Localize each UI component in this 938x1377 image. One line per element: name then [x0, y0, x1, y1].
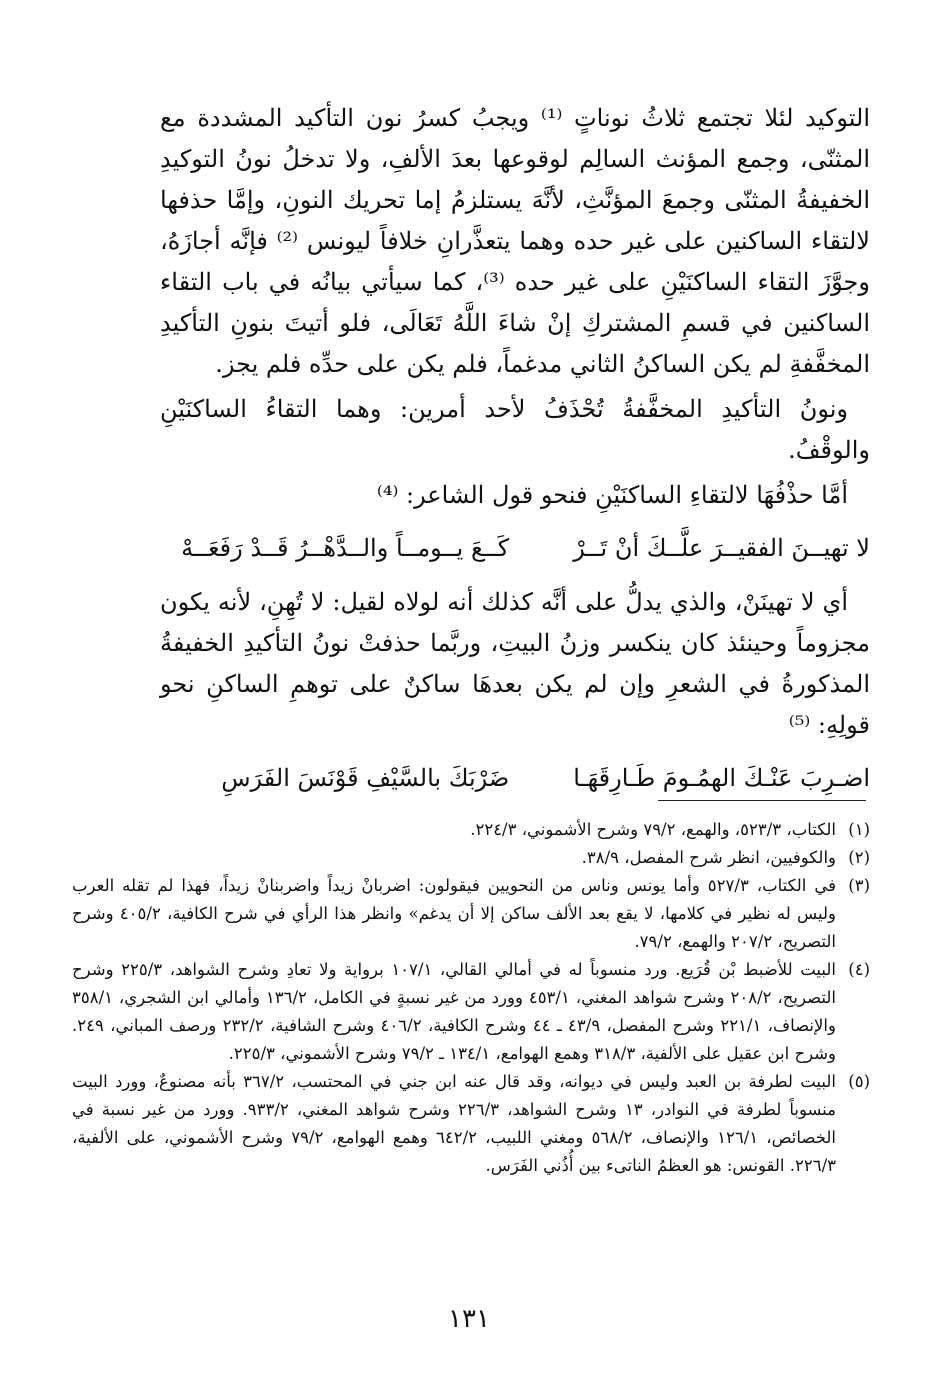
verse-1-second-hemistich: كَــعَ يــومــاً والــدَّهْــرُ قَــدْ رَفَعَــهْ — [181, 534, 510, 562]
footnote-text: الكتاب، ٥٢٣/٣، والهمع، ٧٩/٢ وشرح الأشموني، ٢٢٤/٣. — [470, 820, 836, 839]
footnote-2 — [72, 844, 870, 872]
footnote-text: والكوفيين، انظر شرح المفصل، ٣٨/٩. — [581, 848, 836, 867]
paragraph-3: أمَّا حذْفُهَا لالتقاءِ الساكنَيْنِ فنحو قول الشاعر: ⁽⁴⁾ — [376, 481, 848, 509]
verse-2-first-hemistich: اضـرِبَ عَنْـكَ الهمُـومَ طَـارِقَهَـا — [573, 764, 870, 792]
page-number: ١٣١ — [448, 1304, 490, 1334]
footnote-4 — [72, 956, 870, 1068]
footnote-separator — [658, 800, 866, 801]
footnote-number: (٣) — [848, 876, 870, 895]
verse-2 — [160, 758, 870, 798]
footnote-5 — [72, 1068, 870, 1180]
verse-1-first-hemistich: لا تهيــنَ الفقيــرَ علَّــكَ أنْ تَــرْ — [573, 534, 870, 562]
paragraph-4: أي لا تهينَنْ، والذي يدلُّ على أنَّه كذلك أنه لولاه لقيل: لا تُهِنِ، لأنه يكون مجزوماً وحينئذ كان ينكسر وزنُ البيتِ، وربَّما حذفتْ نونُ التأكيدِ الخفيفةُ المذكورةُ في الشعرِ وإن لم يكن بعدهَا ساكنٌ على توهمِ الساكنِ نحو قولِهِ: ⁽⁵⁾ — [160, 588, 870, 739]
main-text — [160, 98, 870, 812]
footnote-1 — [72, 816, 870, 844]
footnote-3 — [72, 872, 870, 956]
footnote-number: (٢) — [848, 848, 870, 867]
footnote-number: (١) — [848, 820, 870, 839]
footnotes — [72, 816, 870, 1180]
verse-2-second-hemistich: ضَرْبَكَ بالسَّيْفِ قَوْنَسَ الفَرَسِ — [221, 764, 510, 792]
footnote-text: البيت لطرفة بن العبد وليس في ديوانه، وقد قال عنه ابن جني في المحتسب، ٣٦٧/٢ بأنه مصنوعٌ، وورد البيت منسوباً لطرفة في النوادر، ١٣ وشرح الشواهد، ٢٢٦/٣ وشرح شواهد المغني، ٩٣٣/٢. وورد من غير نسبة في الخصائص، ١٢٦/١ والإنصاف، ٥٦٨/٢ ومغني اللبيب، ٦٤٢/٢ وهمع الهوامع، ٧٩/٢ وشرح الأشموني، على الألفية، ٢٢٦/٣. القونس: هو العظمُ الناتىء بين أُذُني الفَرَس. — [72, 1072, 837, 1175]
footnote-text: في الكتاب، ٥٢٧/٣ وأما يونس وناس من النحويين فيقولون: اضربانْ زيداً واضربنانْ زيداً، فهذا لم تقله العرب وليس له نظير في كلامها، لا يقع بعد الألف ساكن إلا أن يدغم» وانظر هذا الرأي في شرح الكافية، ٤٠٥/٢ وشرح التصريح، ٢٠٧/٢ والهمع، ٧٩/٢. — [72, 876, 836, 951]
verse-1 — [160, 528, 870, 568]
footnote-number: (٤) — [848, 960, 870, 979]
footnote-number: (٥) — [848, 1072, 870, 1091]
paragraph-1: التوكيد لئلا تجتمع ثلاثُ نوناتٍ ⁽¹⁾ ويجبُ كسرُ نون التأكيد المشددة مع المثنّى، وجمع المؤنث السالِم لوقوعها بعدَ الألفِ، ولا تدخلُ نونُ التوكيدِ الخفيفةُ المثنّى وجمعَ المؤنَّثِ، لأنَّهَ يستلزمُ إما تحريك النونِ، وإمَّا حذفها لالتقاء الساكنين على غير حده وهما يتعذَّرانِ خلافاً ليونس ⁽²⁾ فإنَّه أجازَهُ، وجوَّزَ التقاء الساكنَيْنِ على غير حده ⁽³⁾، كما سيأتي بيانُه في باب التقاء الساكنين في قسمِ المشتركِ إنْ شاءَ اللَّهُ تَعَالَى، فلو أتيتَ بنونِ التأكيدِ المخفَّفةِ لم يكن الساكنُ الثاني مدغماً، فلم يكن على حدِّه فلم يجز. — [160, 104, 870, 378]
paragraph-2: ونونُ التأكيدِ المخفَّفةُ تُحْذَفُ لأحد أمرين: وهما التقاءُ الساكنَيْنِ والوقْفُ. — [160, 395, 870, 464]
footnote-text: البيت للأضبط بْن قُرَيع. ورد منسوباً له في أمالي القالي، ١٠٧/١ برواية ولا تعادِ وشرح الشواهد، ٢٢٥/٣ وشرح التصريح، ٢٠٨/٢ وشرح شواهد المغني، ٤٥٣/١ وورد من غير نسبةٍ في الكامل، ١٣٦/٢ وأمالي ابن الشجري، ٣٥٨/١ والإنصاف، ٢٢١/١ وشرح المفصل، ٤٣/٩ ـ ٤٤ وشرح الكافية، ٤٠٦/٢ وشرح الشافية، ٢٣٢/٢ ورصف المباني، ٢٤٩. وشرح ابن عقيل على الألفية، ٣١٨/٣ وهمع الهوامع، ١٣٤/١ ـ ٧٩/٢ وشرح الأشموني، ٢٢٥/٣. — [72, 960, 836, 1063]
